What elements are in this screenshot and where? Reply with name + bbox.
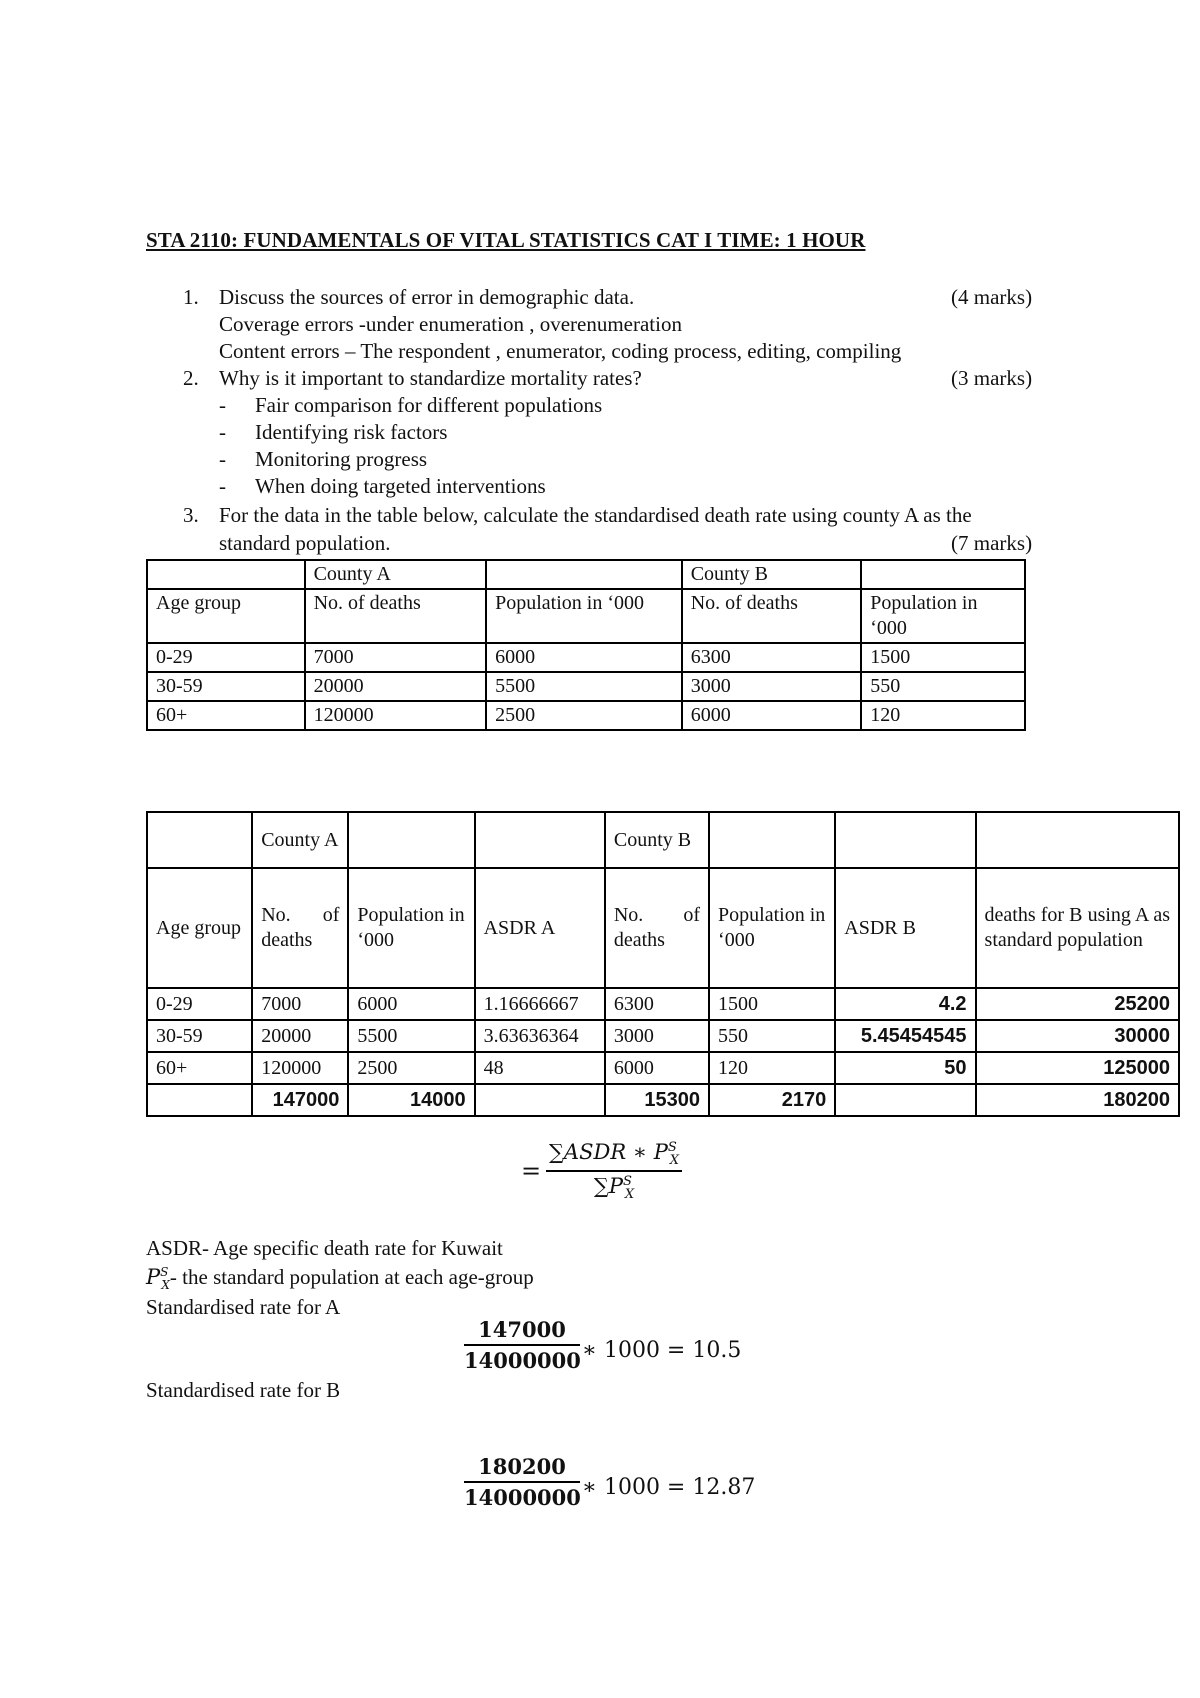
table-row [147, 672, 1025, 701]
standardisation-formula [546, 1140, 682, 1202]
table-header-row [147, 560, 1025, 589]
q2-bullet: Fair comparison for different populations [255, 393, 603, 417]
table-cell: 180200 [976, 1084, 1179, 1116]
table-cell: Population in ‘000 [486, 589, 682, 643]
table-cell [475, 1084, 605, 1116]
calc-a-denominator: 14000000 [464, 1348, 581, 1373]
table-cell: 60+ [147, 1052, 252, 1084]
bullet-dash: - [219, 420, 226, 444]
table-header-row [147, 812, 1179, 868]
table-cell: 6000 [348, 988, 474, 1020]
q3-marks: (7 marks) [951, 531, 1033, 555]
table-cell: 2500 [348, 1052, 474, 1084]
table-cell [835, 1084, 975, 1116]
table-cell: 550 [709, 1020, 835, 1052]
table-cell: 3000 [682, 672, 862, 701]
table-cell: 6000 [682, 701, 862, 730]
calc-b-fraction [464, 1454, 580, 1510]
table-cell: 0-29 [147, 988, 252, 1020]
table-cell [147, 812, 252, 868]
table-cell: 7000 [305, 643, 487, 672]
table-cell: No. of deaths [252, 868, 348, 988]
q2-number: 2. [183, 366, 199, 390]
table-cell: County B [605, 812, 709, 868]
fraction-bar [464, 1481, 580, 1483]
table-cell: 1500 [709, 988, 835, 1020]
table-cell: 6000 [605, 1052, 709, 1084]
table-cell [475, 812, 605, 868]
q3-number: 3. [183, 503, 199, 527]
table-cell: 5.45454545 [835, 1020, 975, 1052]
table-cell: 20000 [305, 672, 487, 701]
q1-marks: (4 marks) [951, 285, 1033, 309]
calc-a-numerator: 147000 [478, 1317, 566, 1342]
table-cell: No. of deaths [605, 868, 709, 988]
table-cell: 1500 [861, 643, 1025, 672]
table-cell: 30000 [976, 1020, 1179, 1052]
calc-a-fraction [464, 1317, 580, 1373]
table-cell: 6300 [682, 643, 862, 672]
table-cell: Age group [147, 589, 305, 643]
formula-numerator: ∑ASDR ∗ $P^S_X$ [548, 1140, 680, 1169]
table-cell: ASDR A [475, 868, 605, 988]
table-cell [348, 812, 474, 868]
q1-number: 1. [183, 285, 199, 309]
table-cell: Age group [147, 868, 252, 988]
table-cell: 125000 [976, 1052, 1179, 1084]
table-cell: No. of deaths [305, 589, 487, 643]
table-cell: County A [252, 812, 348, 868]
table-row [147, 1052, 1179, 1084]
px-definition: $P^S_X-$ the standard population at each age-group [146, 1265, 534, 1293]
table-row [147, 1020, 1179, 1052]
std-rate-a-label: Standardised rate for A [146, 1295, 341, 1319]
table-cell: 550 [861, 672, 1025, 701]
table-cell: 3000 [605, 1020, 709, 1052]
table-cell [861, 560, 1025, 589]
table-cell [147, 560, 305, 589]
table-cell: 48 [475, 1052, 605, 1084]
table-cell: 2170 [709, 1084, 835, 1116]
table-cell: Population in ‘000 [861, 589, 1025, 643]
asdr-definition: ASDR- Age specific death rate for Kuwait [146, 1236, 503, 1260]
table-cell: 5500 [486, 672, 682, 701]
table-cell: deaths for B using A as standard population [976, 868, 1179, 988]
table-cell: 6000 [486, 643, 682, 672]
table-cell: 120 [861, 701, 1025, 730]
formula-equals: = [521, 1157, 542, 1185]
q2-bullet: When doing targeted interventions [255, 474, 546, 498]
table-cell: Population in ‘000 [709, 868, 835, 988]
table-cell: 7000 [252, 988, 348, 1020]
bullet-dash: - [219, 474, 226, 498]
table-cell: 0-29 [147, 643, 305, 672]
table-cell: 5500 [348, 1020, 474, 1052]
table-cell: 20000 [252, 1020, 348, 1052]
table-cell: 1.16666667 [475, 988, 605, 1020]
page-title: STA 2110: FUNDAMENTALS OF VITAL STATISTICS CAT I TIME: 1 HOUR [146, 228, 866, 252]
table-cell: County B [682, 560, 862, 589]
table-cell: 6300 [605, 988, 709, 1020]
table-cell [486, 560, 682, 589]
fraction-bar [464, 1344, 580, 1346]
table-cell [835, 812, 975, 868]
table-cell: 4.2 [835, 988, 975, 1020]
q2-bullet: Identifying risk factors [255, 420, 448, 444]
table-cell [147, 1084, 252, 1116]
q1-answer-1: Coverage errors -under enumeration , overenumeration [219, 312, 682, 336]
std-rate-b-label: Standardised rate for B [146, 1378, 341, 1402]
bullet-dash: - [219, 393, 226, 417]
table-cell: 120 [709, 1052, 835, 1084]
table-header-row [147, 589, 1025, 643]
calc-a-result: ∗ 1000 = 10.5 [582, 1338, 742, 1363]
table-row [147, 701, 1025, 730]
q2-marks: (3 marks) [951, 366, 1033, 390]
table-cell: 50 [835, 1052, 975, 1084]
calc-b-numerator: 180200 [478, 1454, 566, 1479]
table-cell [976, 812, 1179, 868]
table-cell: 30-59 [147, 672, 305, 701]
fraction-bar [546, 1170, 682, 1172]
bullet-dash: - [219, 447, 226, 471]
table-cell: No. of deaths [682, 589, 862, 643]
table-row [147, 988, 1179, 1020]
table-cell: 30-59 [147, 1020, 252, 1052]
table-cell: 3.63636364 [475, 1020, 605, 1052]
table-cell: 25200 [976, 988, 1179, 1020]
table-cell: 60+ [147, 701, 305, 730]
table-cell [709, 812, 835, 868]
q3-text-line1: For the data in the table below, calculate the standardised death rate using county A as the [219, 503, 972, 527]
table-totals-row [147, 1084, 1179, 1116]
solution-table [146, 811, 1180, 1117]
table-cell: 120000 [305, 701, 487, 730]
table-row [147, 643, 1025, 672]
q2-text: Why is it important to standardize mortality rates? [219, 366, 642, 390]
table-cell: 15300 [605, 1084, 709, 1116]
table-cell: Population in ‘000 [348, 868, 474, 988]
q1-text: Discuss the sources of error in demographic data. [219, 285, 635, 309]
table-cell: 14000 [348, 1084, 474, 1116]
q3-text-line2: standard population. [219, 531, 391, 555]
table-cell: 2500 [486, 701, 682, 730]
q1-answer-2: Content errors – The respondent , enumerator, coding process, editing, compiling [219, 339, 902, 363]
formula-denominator: $\sum P^S_X$ [593, 1174, 635, 1203]
table-cell: 147000 [252, 1084, 348, 1116]
table-cell: County A [305, 560, 487, 589]
table-header-row [147, 868, 1179, 988]
table-cell: 120000 [252, 1052, 348, 1084]
data-table-counties [146, 559, 1026, 731]
calc-b-result: ∗ 1000 = 12.87 [582, 1475, 756, 1500]
calc-b-denominator: 14000000 [464, 1485, 581, 1510]
table-cell: ASDR B [835, 868, 975, 988]
q2-bullet: Monitoring progress [255, 447, 428, 471]
